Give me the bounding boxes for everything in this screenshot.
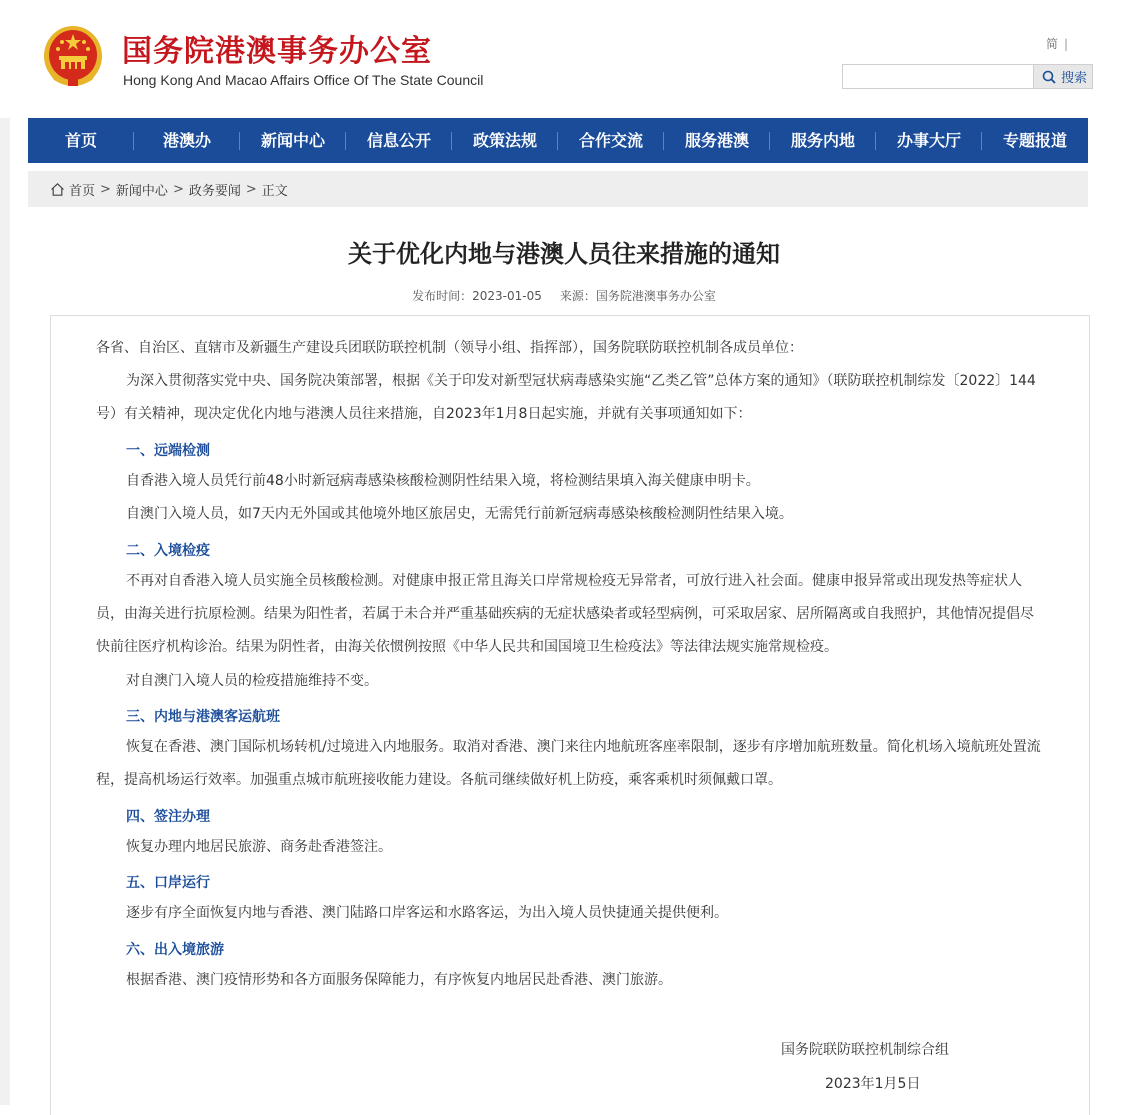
section-1-paragraph-2: 自澳门入境人员，如7天内无外国或其他境外地区旅居史，无需凭行前新冠病毒感染核酸检测阴性结果入境。 [126,506,793,522]
article-body [50,315,1090,1115]
section-heading-5: 五、口岸运行 [126,875,210,891]
section-1-paragraph-1: 自香港入境人员凭行前48小时新冠病毒感染核酸检测阴性结果入境，将检测结果填入海关健康申明卡。 [126,473,760,489]
search-button[interactable] [1033,64,1093,89]
site-header [0,0,1088,118]
intro-paragraph: 为深入贯彻落实党中央、国务院决策部署，根据《关于印发对新型冠状病毒感染实施“乙类乙管”总体方案的通知》（联防联控机制综发〔2022〕144号）有关精神，现决定优化内地与港澳人员往来措施，自2023年1月8日起实施，并就有关事项通知如下： [96,373,1036,422]
breadcrumb-separator: > [245,181,257,197]
section-heading-3: 三、内地与港澳客运航班 [126,709,280,725]
search-icon [1042,70,1056,84]
section-6-paragraph-1: 根据香港、澳门疫情形势和各方面服务保障能力，有序恢复内地居民赴香港、澳门旅游。 [126,972,672,988]
nav-item-home[interactable]: 首页 [28,118,134,163]
section-heading-6: 六、出入境旅游 [126,942,224,958]
section-2-paragraph-2: 对自澳门入境人员的检疫措施维持不变。 [126,673,378,689]
nav-item-serve-hkmo[interactable]: 服务港澳 [664,118,770,163]
breadcrumb-home[interactable]: 首页 [69,183,96,199]
nav-item-special-reports[interactable]: 专题报道 [1002,131,1067,150]
search-input[interactable] [842,64,1034,89]
nav-item-policy[interactable]: 政策法规 [452,118,558,163]
breadcrumb-news[interactable]: 新闻中心 [115,183,168,199]
article-title: 关于优化内地与港澳人员往来措施的通知 [348,240,780,268]
article-source: 来源：国务院港澳事务办公室 [559,289,716,303]
lang-separator: | [1064,37,1069,51]
section-5-paragraph-1: 逐步有序全面恢复内地与香港、澳门陆路口岸客运和水路客运，为出入境人员快捷通关提供便利。 [126,905,728,921]
home-icon [50,182,65,197]
breadcrumb-current: 正文 [261,183,288,199]
signature: 国务院联防联控机制综合组 [781,1042,949,1058]
breadcrumb-separator: > [172,181,184,197]
site-subtitle: Hong Kong And Macao Affairs Office Of The State Council [123,72,484,88]
nav-item-hmo[interactable]: 港澳办 [134,118,240,163]
language-switch [1046,35,1068,52]
section-heading-2: 二、入境检疫 [126,543,210,559]
breadcrumb-separator: > [100,181,111,197]
section-3-paragraph-1: 恢复在香港、澳门国际机场转机/过境进入内地服务。取消对香港、澳门来往内地航班客座率限制，逐步有序增加航班数量。简化机场入境航班处置流程，提高机场运行效率。加强重点城市航班接收能力建设。各航司继续做好机上防疫，乘客乘机时须佩戴口罩。 [96,739,1041,788]
section-2-paragraph-1: 不再对自香港入境人员实施全员核酸检测。对健康申报正常且海关口岸常规检疫无异常者，可放行进入社会面。健康申报异常或出现发热等症状人员，由海关进行抗原检测。结果为阳性者，若属于未合并严重基础疾病的无症状感染者或轻型病例，可采取居家、居所隔离或自我照护，其他情况提倡尽快前往医疗机构诊治。结果为阴性者，由海关依惯例按照《中华人民共和国国境卫生检疫法》等法律法规实施常规检疫。 [96,573,1034,655]
left-margin [0,0,10,1105]
site-title[interactable]: 国务院港澳事务办公室 [122,34,432,69]
nav-item-cooperation[interactable]: 合作交流 [558,118,664,163]
section-4-paragraph-1: 恢复办理内地居民旅游、商务赴香港签注。 [126,839,392,855]
nav-item-service-hall[interactable]: 办事大厅 [876,118,982,163]
section-heading-4: 四、签注办理 [126,809,210,825]
section-heading-1: 一、远端检测 [126,443,210,459]
lang-simplified-link[interactable]: 简 [1046,37,1059,51]
signature-date: 2023年1月5日 [825,1076,921,1092]
nav-item-serve-mainland[interactable]: 服务内地 [770,118,876,163]
article-meta [0,287,1128,304]
publish-time: 发布时间：2023-01-05 [412,289,542,303]
nav-item-news[interactable]: 新闻中心 [240,118,346,163]
search-button-label: 搜索 [1061,71,1088,86]
breadcrumb [28,171,1088,207]
salutation: 各省、自治区、直辖市及新疆生产建设兵团联防联控机制（领导小组、指挥部），国务院联防联控机制各成员单位： [96,340,803,356]
main-nav [28,118,1088,163]
national-emblem-icon[interactable] [42,22,104,88]
nav-item-info-disclosure[interactable]: 信息公开 [346,118,452,163]
breadcrumb-gov-news[interactable]: 政务要闻 [188,183,241,199]
